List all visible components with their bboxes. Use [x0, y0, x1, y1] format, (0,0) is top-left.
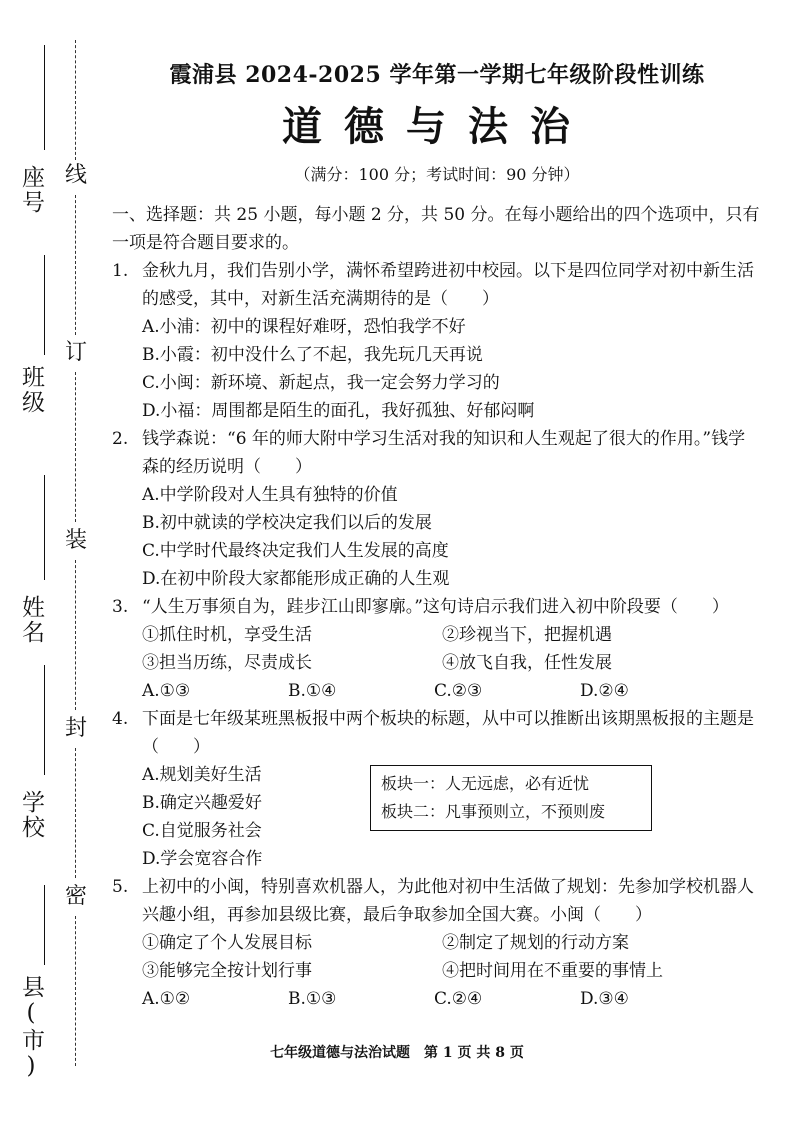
box-line-2: 板块二：凡事预则立，不预则废 [381, 802, 606, 821]
option-b: B.初中就读的学校决定我们以后的发展 [142, 513, 432, 533]
statement-4: ④把时间用在不重要的事情上 [442, 961, 663, 981]
school-line [44, 665, 45, 775]
seal-dash-line [75, 748, 76, 878]
option-d: D.小福：周围都是陌生的面孔，我好孤独、好郁闷啊 [142, 401, 535, 421]
class-line [44, 255, 45, 355]
option-a: A.中学阶段对人生具有独特的价值 [142, 485, 398, 505]
question-2 [112, 425, 762, 593]
option-b: B.确定兴趣爱好 [142, 793, 262, 813]
question-1 [112, 257, 762, 425]
county-line [44, 885, 45, 965]
question-number: 3. [112, 597, 129, 617]
question-number: 4. [112, 709, 129, 729]
seal-dash-line [75, 560, 76, 710]
option-c: C.自觉服务社会 [142, 821, 262, 841]
seal-dash-line [75, 195, 76, 335]
statement-3: ③能够完全按计划行事 [142, 961, 312, 981]
question-stem: 金秋九月，我们告别小学，满怀希望跨进初中校园。以下是四位同学对初中新生活的感受，其中，对新生活充满期待的是（ ） [142, 261, 754, 309]
option-d: D.学会宽容合作 [142, 849, 263, 869]
question-3 [112, 593, 762, 705]
statement-1: ①确定了个人发展目标 [142, 933, 312, 953]
exam-content [112, 50, 762, 1013]
statement-1: ①抓住时机，享受生活 [142, 625, 312, 645]
question-4 [112, 705, 762, 873]
seal-dash-line [75, 40, 76, 160]
seal-dash-line [75, 372, 76, 522]
statement-2: ②珍视当下，把握机遇 [442, 625, 612, 645]
option-a: A.小浦：初中的课程好难呀，恐怕我学不好 [142, 317, 466, 337]
choice-c: C.②④ [434, 989, 483, 1009]
option-c: C.小闽：新环境、新起点，我一定会努力学习的 [142, 373, 500, 393]
exam-title: 霞浦县 2024-2025 学年第一学期七年级阶段性训练 [169, 62, 705, 88]
seat-line [44, 45, 45, 150]
statement-3: ③担当历练，尽责成长 [142, 653, 312, 673]
class-label: 班级 [18, 365, 44, 415]
statement-2: ②制定了规划的行动方案 [442, 933, 629, 953]
binding-margin [0, 0, 95, 1123]
choice-d: D.③④ [580, 989, 629, 1009]
county-label: 县(市) [18, 975, 44, 1081]
question-stem: 钱学森说：“6 年的师大附中学习生活对我的知识和人生观起了很大的作用。”钱学森的经历说明（ ） [142, 429, 746, 477]
choice-a: A.①② [142, 989, 191, 1009]
choice-b: B.①③ [288, 989, 337, 1009]
statement-4: ④放飞自我，任性发展 [442, 653, 612, 673]
choice-d: D.②④ [580, 681, 629, 701]
question-number: 5. [112, 877, 129, 897]
seal-char-xian: 线 [64, 163, 87, 188]
option-c: C.中学时代最终决定我们人生发展的高度 [142, 541, 449, 561]
question-stem: “人生万事须自为，跬步江山即寥廓。”这句诗启示我们进入初中阶段要（ ） [142, 597, 729, 617]
seal-char-ding: 订 [64, 340, 87, 365]
page-footer: 七年级道德与法治试题 第 1 页 共 8 页 [270, 1045, 524, 1061]
seal-char-mi: 密 [64, 884, 87, 909]
school-label: 学校 [18, 790, 44, 840]
name-label: 姓名 [18, 595, 44, 645]
question-number: 1. [112, 261, 129, 281]
choice-b: B.①④ [288, 681, 337, 701]
subject-title: 道德与法治 [282, 103, 592, 150]
option-d: D.在初中阶段大家都能形成正确的人生观 [142, 569, 450, 589]
choice-a: A.①③ [142, 681, 191, 701]
question-number: 2. [112, 429, 129, 449]
box-line-1: 板块一：人无远虑，必有近忧 [381, 774, 590, 793]
blackboard-box [370, 765, 652, 831]
option-b: B.小霞：初中没什么了不起，我先玩几天再说 [142, 345, 483, 365]
section-instruction: 一、选择题：共 25 小题，每小题 2 分，共 50 分。在每小题给出的四个选项中，只有一项是符合题目要求的。 [112, 205, 760, 253]
name-line [44, 475, 45, 580]
score-info: （满分：100 分；考试时间：90 分钟） [294, 165, 580, 184]
seal-char-feng: 封 [64, 716, 87, 741]
seat-label: 座号 [18, 165, 44, 215]
choice-c: C.②③ [434, 681, 483, 701]
question-stem: 上初中的小闽，特别喜欢机器人，为此他对初中生活做了规划：先参加学校机器人兴趣小组，再参加县级比赛，最后争取参加全国大赛。小闽（ ） [142, 877, 754, 925]
question-stem: 下面是七年级某班黑板报中两个板块的标题，从中可以推断出该期黑板报的主题是（ ） [142, 709, 754, 757]
seal-char-zhuang: 装 [64, 528, 87, 553]
option-a: A.规划美好生活 [142, 765, 262, 785]
question-5 [112, 873, 762, 1013]
